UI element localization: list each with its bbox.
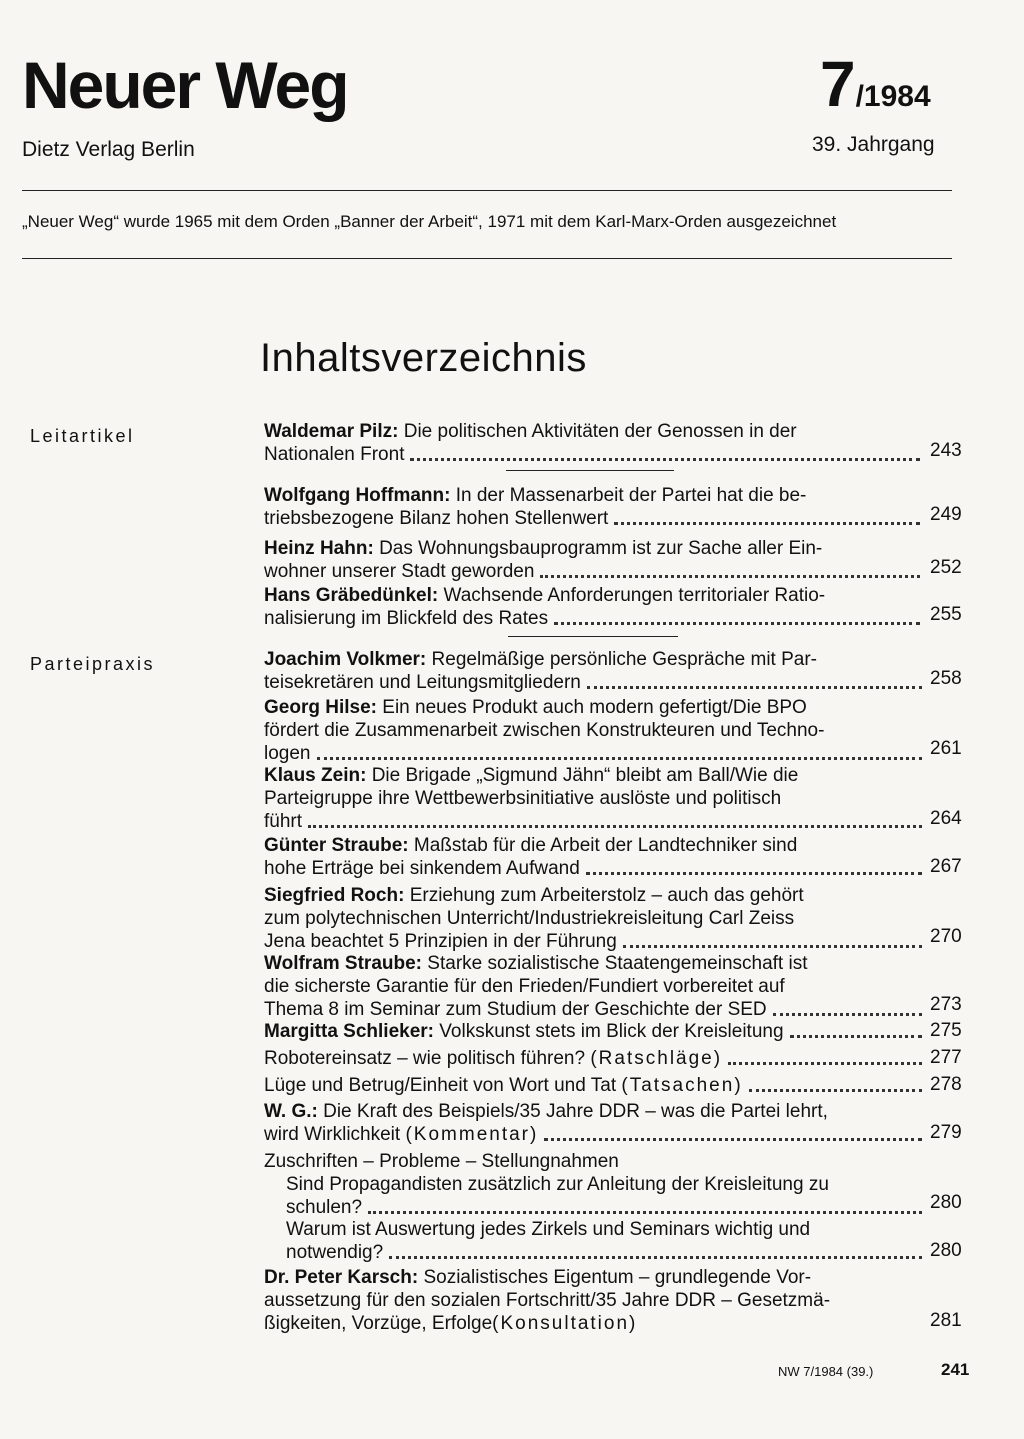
toc-entry: [264, 420, 924, 466]
page-number: 280: [930, 1192, 962, 1213]
entry-title-end: triebsbezogene Bilanz hohen Stellenwert: [264, 508, 609, 529]
toc-entry: [264, 1266, 926, 1335]
toc-entry: [264, 1150, 926, 1219]
page-number: 275: [930, 1020, 962, 1041]
entry-author: Wolfram Straube:: [264, 953, 423, 974]
separator-rule: [506, 470, 674, 471]
toc-entry: [264, 1100, 926, 1146]
magazine-title: Neuer Weg: [22, 48, 348, 122]
toc-entry: [264, 884, 926, 953]
issue-num: 7: [820, 48, 856, 120]
leader-dots: [544, 1138, 922, 1141]
entry-title-line: Parteigruppe ihre Wettbewerbsinitiative auslöste und politisch: [264, 788, 782, 809]
leader-dots: [749, 1089, 922, 1092]
page-folio: 241: [941, 1360, 970, 1379]
page-number: 249: [930, 504, 962, 525]
entry-title-end: ßigkeiten, Vorzüge, Erfolge: [264, 1313, 493, 1334]
entry-author: Günter Straube:: [264, 835, 409, 856]
entry-title: Sozialistisches Eigentum – grundlegende Vor-: [423, 1267, 812, 1288]
leader-dots: [773, 1013, 922, 1016]
entry-title: Starke sozialistische Staatengemeinschaft ist: [427, 953, 808, 974]
leader-dots: [317, 757, 923, 760]
page-number: 258: [930, 668, 962, 689]
entry-author: Wolfgang Hoffmann:: [264, 485, 451, 506]
second-rule: [22, 258, 952, 259]
entry-title-line: aussetzung für den sozialen Fortschritt/35 Jahre DDR – Gesetzmä-: [264, 1290, 831, 1311]
entry-title-end: Lüge und Betrug/Einheit von Wort und Tat: [264, 1075, 617, 1096]
entry-title-end: hohe Erträge bei sinkendem Aufwand: [264, 858, 580, 879]
section-label-leitartikel: Leitartikel: [30, 426, 135, 446]
entry-title: Das Wohnungsbauprogramm ist zur Sache aller Ein-: [379, 538, 823, 559]
page-number: 261: [930, 738, 962, 759]
entry-title-end: schulen?: [286, 1197, 363, 1218]
page-number: 280: [930, 1240, 962, 1261]
leader-dots: [410, 458, 920, 461]
section-label-parteipraxis: Parteipraxis: [30, 654, 156, 674]
entry-title-end: logen: [264, 743, 311, 764]
entry-genre: (Ratschläge): [590, 1048, 723, 1069]
top-rule: [22, 190, 952, 191]
leader-dots: [540, 575, 920, 578]
volume: 39. Jahrgang: [812, 133, 935, 156]
entry-title-end: Thema 8 im Seminar zum Studium der Geschichte der SED: [264, 999, 767, 1020]
entry-title: In der Massenarbeit der Partei hat die be-: [455, 485, 807, 506]
page-number: 267: [930, 856, 962, 877]
entry-title: Erziehung zum Arbeiterstolz – auch das gehört: [409, 885, 804, 906]
page-number: 273: [930, 994, 962, 1015]
entry-title-end: wird Wirklichkeit: [264, 1124, 401, 1145]
entry-title: Die Kraft des Beispiels/35 Jahre DDR – was die Partei lehrt,: [323, 1101, 828, 1122]
toc-entry: [264, 834, 926, 880]
entry-genre: (Konsultation): [492, 1313, 638, 1334]
toc-entry: [264, 584, 924, 630]
entry-author: Georg Hilse:: [264, 697, 377, 718]
toc-entry: [264, 484, 924, 530]
page-number: 255: [930, 604, 962, 625]
page-number: 270: [930, 926, 962, 947]
page-number: 277: [930, 1047, 962, 1068]
page-number: 264: [930, 808, 962, 829]
publisher: Dietz Verlag Berlin: [22, 138, 195, 161]
issue-number: [820, 48, 931, 120]
leader-dots: [586, 872, 922, 875]
entry-title: Ein neues Produkt auch modern gefertigt/Die BPO: [382, 697, 807, 718]
leader-dots: [308, 825, 922, 828]
leader-dots: [368, 1211, 922, 1214]
issue-year: /1984: [855, 80, 931, 113]
separator-rule: [508, 636, 678, 637]
toc-entry: [264, 1218, 926, 1264]
toc-heading: Inhaltsverzeichnis: [260, 336, 587, 380]
entry-subtitle-line: Sind Propagandisten zusätzlich zur Anleitung der Kreisleitung zu: [286, 1174, 829, 1195]
page-number: 281: [930, 1310, 962, 1331]
entry-author: W. G.:: [264, 1101, 318, 1122]
entry-title-line: Zuschriften – Probleme – Stellungnahmen: [264, 1151, 619, 1172]
entry-author: Siegfried Roch:: [264, 885, 405, 906]
entry-title: Die Brigade „Sigmund Jähn“ bleibt am Ball/Wie die: [371, 765, 799, 786]
toc-entry: [264, 537, 924, 583]
entry-title-line: fördert die Zusammenarbeit zwischen Konstrukteuren und Techno-: [264, 720, 825, 741]
entry-title-end: Volkskunst stets im Blick der Kreisleitung: [439, 1021, 784, 1042]
award-note: „Neuer Weg“ wurde 1965 mit dem Orden „Banner der Arbeit“, 1971 mit dem Karl-Marx-Orden ausgezeichnet: [22, 212, 837, 231]
entry-title: Die politischen Aktivitäten der Genossen in der: [403, 421, 797, 442]
leader-dots: [790, 1035, 922, 1038]
entry-title-end: Robotereinsatz – wie politisch führen?: [264, 1048, 586, 1069]
toc-entry: [264, 1020, 926, 1043]
leader-dots: [587, 686, 922, 689]
toc-entry: [264, 648, 926, 694]
entry-subtitle-line: Warum ist Auswertung jedes Zirkels und Seminars wichtig und: [286, 1219, 811, 1240]
entry-title-end: teisekretären und Leitungsmitgliedern: [264, 672, 581, 693]
leader-dots: [728, 1062, 922, 1065]
leader-dots: [614, 522, 920, 525]
entry-author: Waldemar Pilz:: [264, 421, 399, 442]
entry-author: Hans Gräbedünkel:: [264, 585, 439, 606]
entry-genre: (Kommentar): [405, 1124, 539, 1145]
entry-author: Dr. Peter Karsch:: [264, 1267, 419, 1288]
toc-entry: [264, 696, 926, 765]
entry-author: Heinz Hahn:: [264, 538, 374, 559]
page-number: 278: [930, 1074, 962, 1095]
entry-author: Joachim Volkmer:: [264, 649, 427, 670]
entry-title: Regelmäßige persönliche Gespräche mit Par-: [431, 649, 817, 670]
toc-entry: [264, 1074, 926, 1097]
page-number: 279: [930, 1122, 962, 1143]
leader-dots: [623, 945, 922, 948]
entry-title: Wachsende Anforderungen territorialer Ratio-: [443, 585, 826, 606]
issue-reference: NW 7/1984 (39.): [778, 1364, 874, 1379]
toc-entry: [264, 952, 926, 1021]
entry-title-line: die sicherste Garantie für den Frieden/Fundiert vorbereitet auf: [264, 976, 785, 997]
entry-title: Maßstab für die Arbeit der Landtechniker sind: [413, 835, 798, 856]
entry-title-end: Jena beachtet 5 Prinzipien in der Führung: [264, 931, 617, 952]
entry-title-end: wohner unserer Stadt geworden: [264, 561, 535, 582]
leader-dots: [554, 622, 920, 625]
entry-title-line: zum polytechnischen Unterricht/Industriekreisleitung Carl Zeiss: [264, 908, 795, 929]
entry-genre: (Tatsachen): [621, 1075, 743, 1096]
entry-title-end: führt: [264, 811, 303, 832]
entry-title-end: nalisierung im Blickfeld des Rates: [264, 608, 549, 629]
page-number: 243: [930, 440, 962, 461]
entry-title-end: notwendig?: [286, 1242, 384, 1263]
leader-dots: [389, 1256, 922, 1259]
page-number: 252: [930, 557, 962, 578]
toc-entry: [264, 1047, 926, 1070]
entry-title-end: Nationalen Front: [264, 444, 405, 465]
toc-entry: [264, 764, 926, 833]
entry-author: Klaus Zein:: [264, 765, 367, 786]
entry-author: Margitta Schlieker:: [264, 1021, 434, 1042]
